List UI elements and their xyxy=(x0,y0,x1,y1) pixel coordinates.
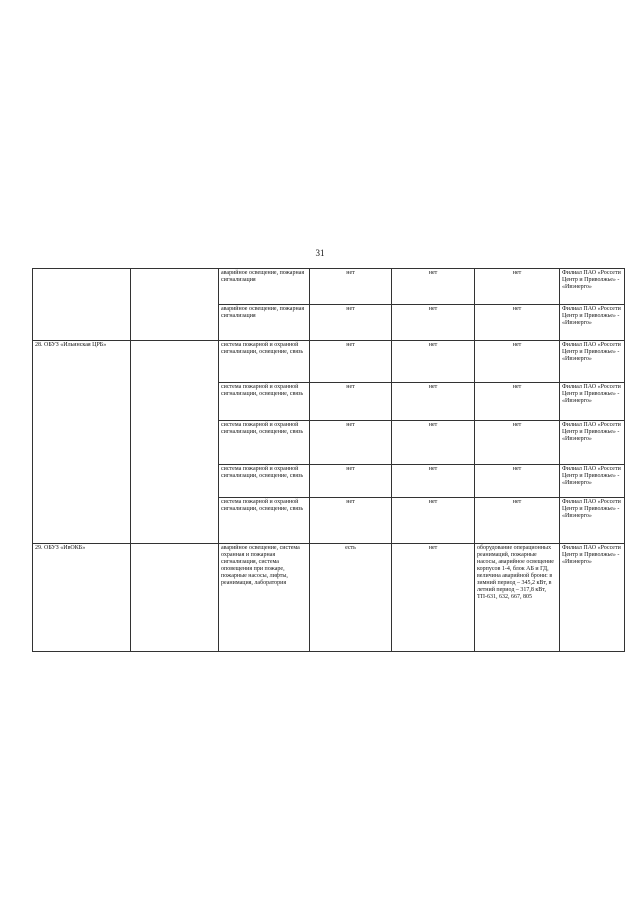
value-cell: нет xyxy=(392,498,475,544)
blank-cell xyxy=(131,269,219,341)
blank-cell xyxy=(131,341,219,544)
value-cell: нет xyxy=(392,383,475,421)
supplier-cell: Филиал ПАО «Россети Центр и Приволжье» - «Ивэнерго» xyxy=(560,498,625,544)
supplier-cell: Филиал ПАО «Россети Центр и Приволжье» - «Ивэнерго» xyxy=(560,305,625,341)
system-cell: система пожарной и охранной сигнализации, освещение, связь xyxy=(219,465,310,498)
system-cell: система пожарной и охранной сигнализации, освещение, связь xyxy=(219,383,310,421)
value-cell: нет xyxy=(310,465,392,498)
value-cell: нет xyxy=(310,421,392,465)
org-cell xyxy=(33,269,131,341)
supplier-cell: Филиал ПАО «Россети Центр и Приволжье» - «Ивэнерго» xyxy=(560,421,625,465)
data-table xyxy=(32,268,625,652)
system-cell: система пожарной и охранной сигнализации, освещение, связь xyxy=(219,421,310,465)
value-cell: нет xyxy=(475,421,560,465)
value-cell: нет xyxy=(310,383,392,421)
value-cell: нет xyxy=(310,305,392,341)
value-cell: нет xyxy=(475,269,560,305)
blank-cell xyxy=(131,544,219,652)
supplier-cell: Филиал ПАО «Россети Центр и Приволжье» - «Ивэнерго» xyxy=(560,341,625,383)
value-cell: оборудование операционных реанимаций, пожарные насосы, аварийное освещение корпусов 1-4, блок АБ и ГД, величина аварийной брони: в зимний период – 345,2 кВт, в летний период – 317,8 кВт, ТП-631, 632, 667, 805 xyxy=(475,544,560,652)
supplier-cell: Филиал ПАО «Россети Центр и Приволжье» - «Ивэнерго» xyxy=(560,465,625,498)
system-cell: система пожарной и охранной сигнализации, освещение, связь xyxy=(219,341,310,383)
value-cell: есть xyxy=(310,544,392,652)
value-cell: нет xyxy=(475,498,560,544)
value-cell: нет xyxy=(392,544,475,652)
value-cell: нет xyxy=(310,498,392,544)
org-cell: 29. ОБУЗ «ИвОКБ» xyxy=(33,544,131,652)
value-cell: нет xyxy=(392,269,475,305)
table-row xyxy=(33,341,625,383)
table-row xyxy=(33,544,625,652)
table-row xyxy=(33,269,625,305)
org-cell: 28. ОБУЗ «Ильинская ЦРБ» xyxy=(33,341,131,544)
page-number: 31 xyxy=(315,248,325,258)
value-cell: нет xyxy=(392,421,475,465)
supplier-cell: Филиал ПАО «Россети Центр и Приволжье» - «Ивэнерго» xyxy=(560,544,625,652)
system-cell: система пожарной и охранной сигнализации, освещение, связь xyxy=(219,498,310,544)
supplier-cell: Филиал ПАО «Россети Центр и Приволжье» - «Ивэнерго» xyxy=(560,383,625,421)
value-cell: нет xyxy=(475,305,560,341)
system-cell: аварийное освещение, пожарная сигнализация xyxy=(219,305,310,341)
value-cell: нет xyxy=(392,465,475,498)
system-cell: аварийное освещение, пожарная сигнализация xyxy=(219,269,310,305)
value-cell: нет xyxy=(475,465,560,498)
value-cell: нет xyxy=(310,269,392,305)
value-cell: нет xyxy=(310,341,392,383)
value-cell: нет xyxy=(475,341,560,383)
system-cell: аварийное освещение, система охранная и пожарная сигнализация, система оповещения при пожаре, пожарные насосы, лифты, реанимация, лаборатория xyxy=(219,544,310,652)
supplier-cell: Филиал ПАО «Россети Центр и Приволжье» - «Ивэнерго» xyxy=(560,269,625,305)
value-cell: нет xyxy=(475,383,560,421)
value-cell: нет xyxy=(392,341,475,383)
value-cell: нет xyxy=(392,305,475,341)
